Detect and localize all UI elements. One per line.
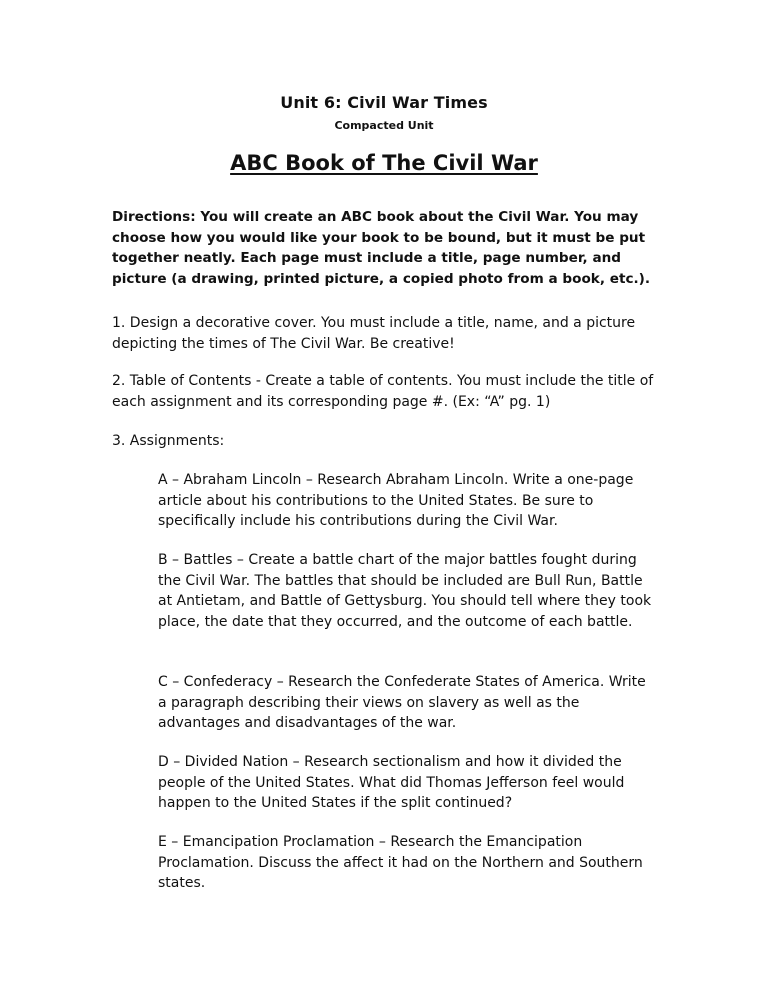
item-cover: 1. Design a decorative cover. You must include a title, name, and a picture depicting the times of The Civil War. Be creative! bbox=[112, 315, 636, 352]
item-assignments-heading: 3. Assignments: bbox=[112, 433, 225, 449]
assignment-e: E – Emancipation Proclamation – Research the Emancipation Proclamation. Discuss the affect it had on the Northern and Southern states. bbox=[158, 834, 643, 891]
assignment-b: B – Battles – Create a battle chart of the major battles fought during the Civil War. The battles that should be included are Bull Run, Battle at Antietam, and Battle of Gettysburg. You should tell where they took place, the date that they occurred, and the outcome of each battle. bbox=[158, 552, 652, 630]
book-title: ABC Book of The Civil War bbox=[230, 151, 538, 175]
unit-title: Unit 6: Civil War Times bbox=[280, 93, 488, 112]
assignment-d: D – Divided Nation – Research sectionalism and how it divided the people of the United States. What did Thomas Jefferson feel would happen to the United States if the split continued? bbox=[158, 754, 625, 811]
assignment-a: A – Abraham Lincoln – Research Abraham Lincoln. Write a one-page article about his contributions to the United States. Be sure to specifically include his contributions during the Civil War. bbox=[158, 472, 634, 529]
directions-paragraph: Directions: You will create an ABC book about the Civil War. You may choose how you would like your book to be bound, but it must be put together neatly. Each page must include a title, page number, and picture (a drawing, printed picture, a copied photo from a book, etc.). bbox=[112, 209, 651, 287]
item-table-of-contents: 2. Table of Contents - Create a table of contents. You must include the title of each assignment and its corresponding page #. (Ex: “A” pg. 1) bbox=[112, 373, 654, 410]
unit-subtitle: Compacted Unit bbox=[334, 119, 434, 132]
assignment-c: C – Confederacy – Research the Confederate States of America. Write a paragraph describing their views on slavery as well as the advantages and disadvantages of the war. bbox=[158, 674, 646, 731]
